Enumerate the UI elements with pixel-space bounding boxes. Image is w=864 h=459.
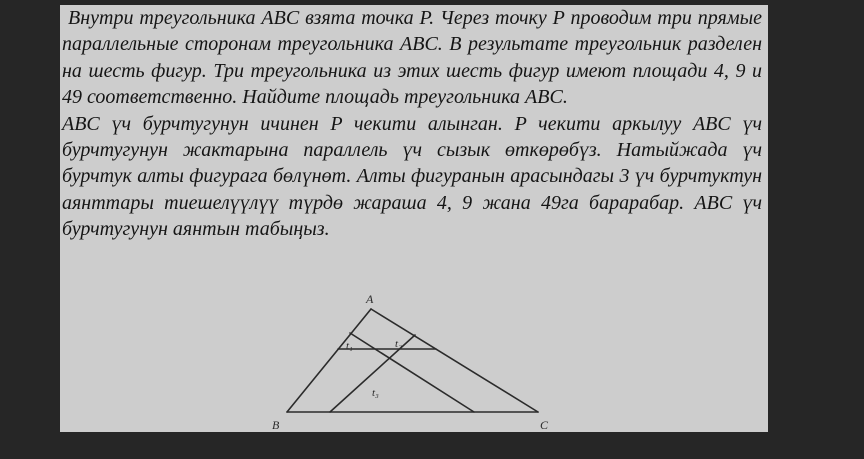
vertex-label-c: C	[540, 418, 549, 432]
line-parallel-ac	[350, 333, 474, 412]
region-label-t2: t₂	[395, 338, 402, 350]
region-label-t1: t₁	[346, 340, 353, 352]
vertex-label-a: A	[366, 292, 374, 306]
problem-sheet	[60, 5, 768, 432]
problem-text-kyrgyz: ABC үч бурчтугунун ичинен P чекити алынган. P чекити аркылуу ABC үч бурчтугунун жактарына параллель үч сызык өткөрөбүз. Натыйжада үч бурчтук алты фигурага бөлүнөт. Алты фигуранын арасындагы 3 үч бурчтуктун аянттары тиешелүүлүү түрдө жараша 4, 9 жана 49га барарабар. ABC үч бурчтугунун аянтын табыңыз.	[62, 112, 762, 241]
triangle-figure	[60, 5, 768, 432]
vertex-label-b: B	[272, 418, 280, 432]
region-label-t3: t₃	[372, 387, 379, 399]
side-ac	[371, 309, 538, 412]
problem-text-russian: Внутри треугольника ABC взята точка P. Через точку P проводим три прямые параллельные сторонам треугольника ABC. В результате треугольник разделен на шесть фигур. Три треугольника из этих шесть фигур имеют площади 4, 9 и 49 соответственно. Найдите площадь треугольника ABC.	[62, 7, 762, 109]
side-ab	[287, 309, 371, 412]
